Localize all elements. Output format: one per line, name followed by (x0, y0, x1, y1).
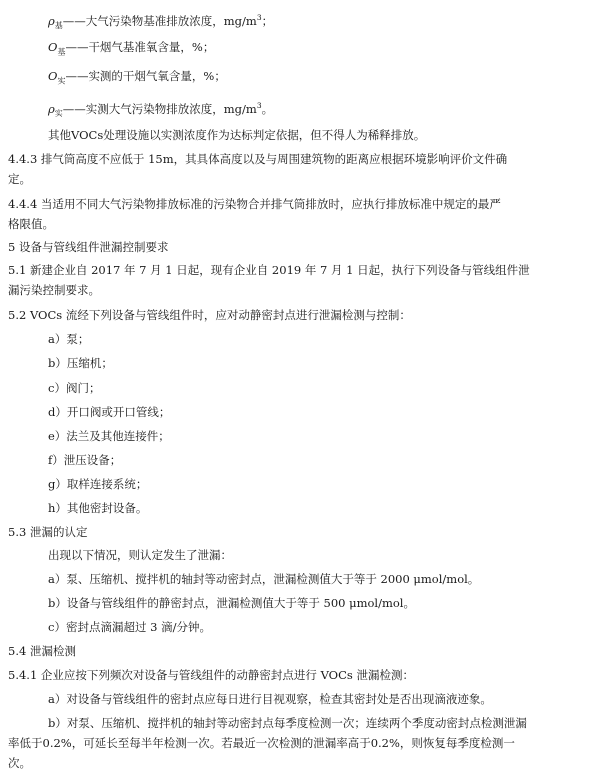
clause-5-4-1: 5.4.1 企业应按下列频次对设备与管线组件的动静密封点进行 VOCs 泄漏检测： (8, 668, 414, 682)
definition-text: ——实测大气污染物排放浓度，mg/m (62, 101, 257, 116)
clause-5-4-heading: 5.4 泄漏检测 (8, 644, 76, 658)
symbol: O (48, 69, 58, 83)
list-item: b）压缩机； (48, 356, 113, 370)
list-item: d）开口阀或开口管线； (48, 405, 171, 419)
symbol-subscript: 实 (54, 109, 63, 119)
symbol: O (48, 40, 58, 54)
list-item: a）泵； (48, 332, 90, 346)
symbol: ρ (48, 101, 55, 116)
symbol-subscript: 基 (57, 47, 66, 57)
list-item: e）法兰及其他连接件； (48, 429, 170, 443)
clause-4-4-4: 4.4.4 当适用不同大气污染物排放标准的污染物合并排气筒排放时，应执行排放标准中规定的最严 (8, 197, 501, 211)
definition-text: ——大气污染物基准排放浓度，mg/m (62, 13, 257, 28)
clause-5-2: 5.2 VOCs 流经下列设备与管线组件时，应对动静密封点进行泄漏检测与控制： (8, 308, 411, 322)
paragraph-line: 率低于0.2%，可延长至每半年检测一次。若最近一次检测的泄漏率高于0.2%，则恢复每季度检测一 (8, 736, 515, 750)
paragraph-line: 出现以下情况，则认定发生了泄漏： (48, 548, 232, 562)
list-item: b）设备与管线组件的静密封点，泄漏检测值大于等于 500 μmol/mol。 (48, 596, 415, 610)
symbol: ρ (48, 13, 55, 28)
clause-5-1: 5.1 新建企业自 2017 年 7 月 1 日起，现有企业自 2019 年 7 月 1 日起，执行下列设备与管线组件泄 (8, 263, 530, 277)
list-item: a）对设备与管线组件的密封点应每日进行目视观察，检查其密封处是否出现滴液迹象。 (48, 692, 492, 706)
section-heading-5: 5 设备与管线组件泄漏控制要求 (8, 240, 169, 254)
definition-rho-measured (48, 98, 273, 122)
definition-tail: ； (261, 13, 274, 28)
definition-o-base (48, 39, 214, 60)
paragraph-line: 漏污染控制要求。 (8, 283, 100, 297)
superscript: 3 (256, 101, 262, 110)
symbol-subscript: 实 (57, 76, 66, 86)
list-item: f）泄压设备； (48, 453, 122, 467)
clause-4-4-3: 4.4.3 排气筒高度不应低于 15m，其具体高度以及与周围建筑物的距离应根据环境影响评价文件确 (8, 152, 508, 166)
definition-tail: 。 (261, 101, 274, 116)
paragraph-line: 格限值。 (8, 217, 54, 231)
superscript: 3 (256, 13, 262, 22)
paragraph-line: 其他VOCs处理设施以实测浓度作为达标判定依据，但不得人为稀释排放。 (48, 128, 426, 142)
list-item: h）其他密封设备。 (48, 501, 148, 515)
list-item: c）阀门； (48, 381, 101, 395)
list-item: b）对泵、压缩机、搅拌机的轴封等动密封点每季度检测一次；连续两个季度动密封点检测泄漏 (48, 716, 527, 730)
list-item: a）泵、压缩机、搅拌机的轴封等动密封点，泄漏检测值大于等于 2000 μmol/mol。 (48, 572, 480, 586)
definition-text: ——干烟气基准氧含量，%； (65, 40, 215, 54)
paragraph-line: 次。 (8, 756, 31, 770)
paragraph-line: 定。 (8, 172, 31, 186)
definition-text: ——实测的干烟气氧含量，%； (65, 69, 226, 83)
list-item: g）取样连接系统； (48, 477, 148, 491)
list-item: c）密封点滴漏超过 3 滴/分钟。 (48, 620, 211, 634)
definition-rho-base (48, 10, 273, 34)
definition-o-measured (48, 68, 226, 89)
clause-5-3-heading: 5.3 泄漏的认定 (8, 525, 88, 539)
symbol-subscript: 基 (54, 21, 63, 31)
